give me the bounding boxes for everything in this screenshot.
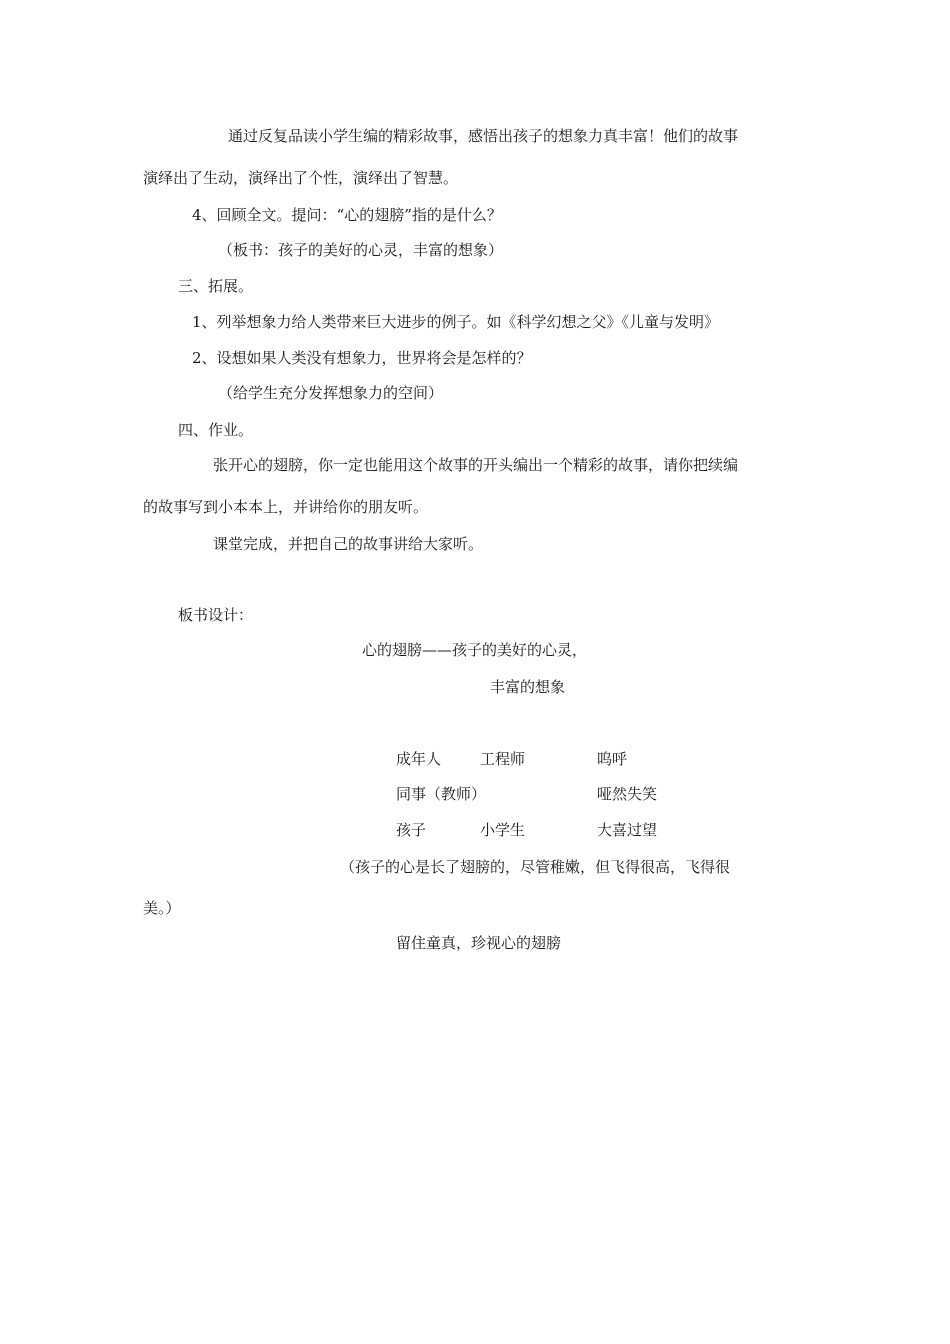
board-cell: 小学生 — [480, 821, 526, 839]
board-cell: 成年人 — [396, 750, 442, 768]
extension-item-2: 2、设想如果人类没有想象力，世界将会是怎样的？ — [192, 349, 532, 367]
homework-line-1: 张开心的翅膀，你一定也能用这个故事的开头编出一个精彩的故事，请你把续编 — [213, 456, 739, 474]
board-cell: 大喜过望 — [597, 821, 658, 839]
section-4-heading: 四、作业。 — [178, 421, 254, 439]
board-cell: 孩子 — [396, 821, 427, 839]
board-cell: 工程师 — [480, 750, 526, 768]
homework-line-3: 课堂完成，并把自己的故事讲给大家听。 — [213, 535, 484, 553]
paragraph-1-line-1: 通过反复品读小学生编的精彩故事，感悟出孩子的想象力真丰富！他们的故事 — [228, 127, 739, 145]
board-quote-line-1: （孩子的心是长了翅膀的，尽管稚嫩，但飞得很高，飞得很 — [340, 858, 731, 876]
paragraph-1-line-2: 演绎出了生动，演绎出了个性，演绎出了智慧。 — [143, 169, 459, 187]
board-title-line-1: 心的翅膀——孩子的美好的心灵， — [362, 641, 588, 659]
board-quote-line-2: 美。） — [143, 899, 181, 917]
board-cell: 哑然失笑 — [597, 785, 658, 803]
homework-line-2: 的故事写到小本本上，并讲给你的朋友听。 — [143, 498, 429, 516]
board-closing: 留住童真，珍视心的翅膀 — [396, 934, 562, 952]
board-note-1: （板书：孩子的美好的心灵，丰富的想象） — [218, 241, 504, 259]
item-4: 4、回顾全文。提问：“心的翅膀”指的是什么？ — [192, 206, 502, 224]
section-3-heading: 三、拓展。 — [178, 277, 254, 295]
extension-item-1: 1、列举想象力给人类带来巨大进步的例子。如《科学幻想之父》《儿童与发明》 — [192, 313, 720, 331]
board-cell: 同事（教师） — [396, 785, 487, 803]
board-title-line-2: 丰富的想象 — [490, 678, 566, 696]
board-design-heading: 板书设计： — [178, 606, 254, 624]
extension-note: （给学生充分发挥想象力的空间） — [218, 384, 444, 402]
board-cell: 呜呼 — [597, 750, 628, 768]
